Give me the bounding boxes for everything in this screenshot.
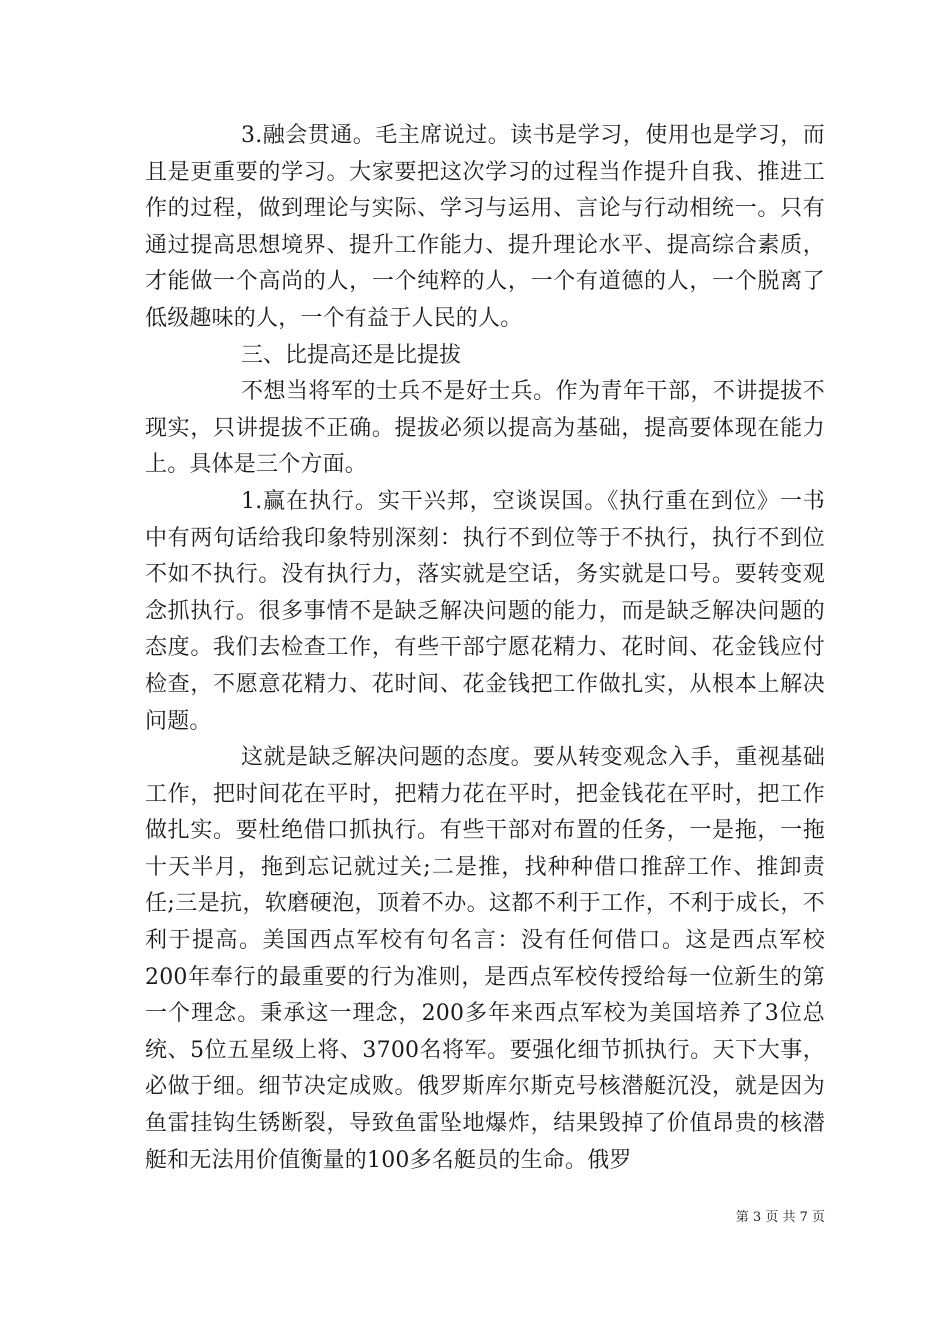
paragraph-execution: 1.赢在执行。实干兴邦，空谈误国。《执行重在到位》一书中有两句话给我印象特别深刻：执行不到位等于不执行，执行不到位不如不执行。没有执行力，落实就是空话，务实就是口号。要转变观念抓执行。很多事情不是缺乏解决问题的能力，而是缺乏解决问题的态度。我们去检查工作，有些干部宁愿花精力、花时间、花金钱应付检查，不愿意花精力、花时间、花金钱把工作做扎实，从根本上解决问题。 — [145, 488, 825, 734]
paragraph-integration: 3.融会贯通。毛主席说过。读书是学习，使用也是学习，而且是更重要的学习。大家要把这次学习的过程当作提升自我、推进工作的过程，做到理论与实际、学习与运用、言论与行动相统一。只有通过提高思想境界、提升工作能力、提升理论水平、提高综合素质，才能做一个高尚的人，一个纯粹的人，一个有道德的人，一个脱离了低级趣味的人，一个有益于人民的人。 — [145, 123, 825, 331]
document-body — [145, 118, 825, 1179]
paragraph-attitude: 这就是缺乏解决问题的态度。要从转变观念入手，重视基础工作，把时间花在平时，把精力花在平时，把金钱花在平时，把工作做扎实。要杜绝借口抓执行。有些干部对布置的任务，一是拖，一拖十天半月，拖到忘记就过关;二是推，找种种借口推辞工作、推卸责任;三是抗，软磨硬泡，顶着不办。这都不利于工作，不利于成长，不利于提高。美国西点军校有句名言：没有任何借口。这是西点军校200年奉行的最重要的行为准则，是西点军校传授给每一位新生的第一个理念。秉承这一理念，200多年来西点军校为美国培养了3位总统、5位五星级上将、3700名将军。要强化细节抓执行。天下大事，必做于细。细节决定成败。俄罗斯库尔斯克号核潜艇沉没，就是因为鱼雷挂钩生锈断裂，导致鱼雷坠地爆炸，结果毁掉了价值昂贵的核潜艇和无法用价值衡量的100多名艇员的生命。俄罗 — [145, 745, 825, 1173]
page-number-footer: 第 3 页 共 7 页 — [735, 1210, 825, 1225]
paragraph-soldier: 不想当将军的士兵不是好士兵。作为青年干部，不讲提拔不现实，只讲提拔不正确。提拔必须以提高为基础，提高要体现在能力上。具体是三个方面。 — [145, 379, 825, 478]
section-heading: 三、比提高还是比提拔 — [241, 342, 462, 368]
